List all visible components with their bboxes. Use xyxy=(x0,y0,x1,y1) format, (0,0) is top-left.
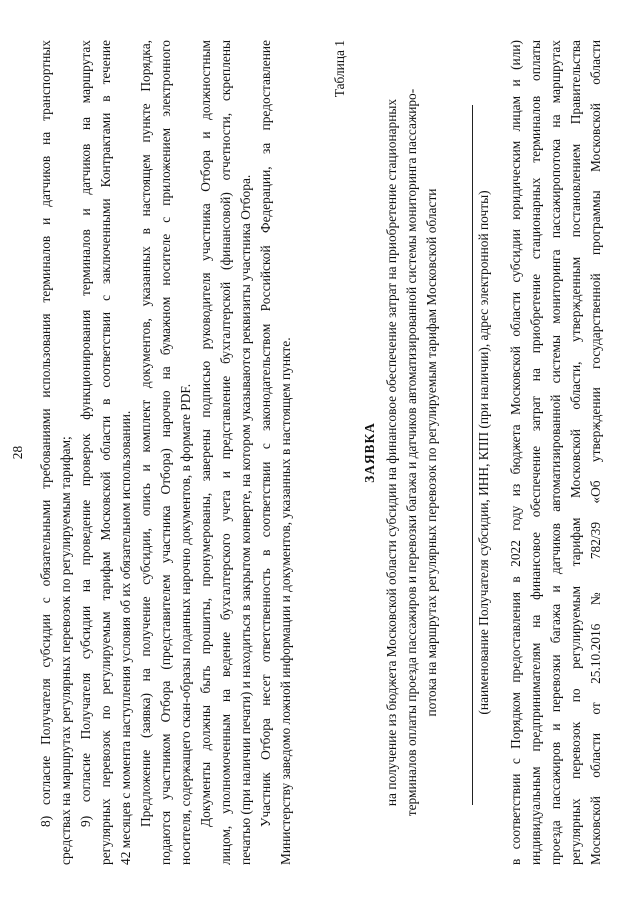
subtitle-line: потока на маршрутах регулярных перевозок по регулируемым тарифам Московской области xyxy=(424,188,439,717)
text-line: 8) согласие Получателя субсидии с обязательными требованиями использования терминалов и датчиков на транспортных xyxy=(38,40,53,827)
form-subtitle xyxy=(382,40,442,865)
text-line: 42 месяцев с момента наступления условия об их обязательном использовании. xyxy=(118,410,133,865)
text-line: регулярных перевозок по регулируемым тарифам Московской области, утвержденным постановлением Правительства xyxy=(568,40,583,865)
basis-block xyxy=(506,40,606,865)
text-line: печатью (при наличии печати) и находиться в закрытом конверте, на котором указываются реквизиты участника Отбора. xyxy=(238,174,253,865)
text-line: средствах на маршрутах регулярных перевозок по регулируемым тарифам; xyxy=(58,436,73,865)
recipient-caption: (наименование Получателя субсидии, ИНН, КПП (при наличии), адрес электронной почты) xyxy=(476,190,491,715)
text-line: Московской области от 25.10.2016 № 782/39 «Об утверждении государственной программы Московской области xyxy=(588,40,603,865)
text-line: Предложение (заявка) на получение субсидии, опись и комплект документов, указанных в настоящем пункте Порядка, xyxy=(138,40,153,827)
text-line: Министерству заведомо ложной информации и документов, указанных в настоящем пункте. xyxy=(278,337,293,865)
text-line: проезда пассажиров и перевозки багажа и датчиков автоматизированной системы мониторинга пассажиропотока на маршрутах xyxy=(548,40,563,865)
page-number: 28 xyxy=(10,445,25,460)
table-label: Таблица 1 xyxy=(332,40,347,98)
subtitle-line: на получение из бюджета Московской области субсидии на финансовое обеспечение затрат на приобретение стационарных xyxy=(384,98,399,807)
text-line: индивидуальным предпринимателям на финансовое обеспечение затрат на приобретение стационарных терминалов оплаты xyxy=(528,40,543,865)
requirements-block xyxy=(36,40,296,865)
text-line: в соответствии с Порядком предоставления в 2022 году из бюджета Московской области субсидии юридическим лицам и (или) xyxy=(508,40,523,865)
text-line: регулярных перевозок по регулируемым тарифам Московской области в соответствии с заключенными Контрактами в течение xyxy=(98,40,113,865)
text-line: носителя, содержащего скан-образы поданных нарочно документов, в формате PDF. xyxy=(178,383,193,865)
text-line: Документы должны быть прошиты, пронумерованы, заверены подписью руководителя участника Отбора и должностным xyxy=(198,40,213,827)
subtitle-line: терминалов оплаты проезда пассажиров и перевозки багажа и датчиков автоматизированной системы мониторинга пассажиро- xyxy=(404,88,419,817)
form-title: ЗАЯВКА xyxy=(362,422,377,483)
text-line: лицом, уполномоченным на ведение бухгалтерского учета и представление бухгалтерской (финансовой) отчетности, скреплены xyxy=(218,40,233,865)
text-line: 9) согласие Получателя субсидии на проведение проверок функционирования терминалов и датчиков на маршрутах xyxy=(78,40,93,827)
recipient-underline xyxy=(472,105,473,805)
text-line: подаются участником Отбора (представителем участника Отбора) нарочно на бумажном носителе с приложением электронного xyxy=(158,40,173,865)
text-line: Участник Отбора несет ответственность в соответствии с законодательством Российской Федерации, за предоставление xyxy=(258,40,273,827)
